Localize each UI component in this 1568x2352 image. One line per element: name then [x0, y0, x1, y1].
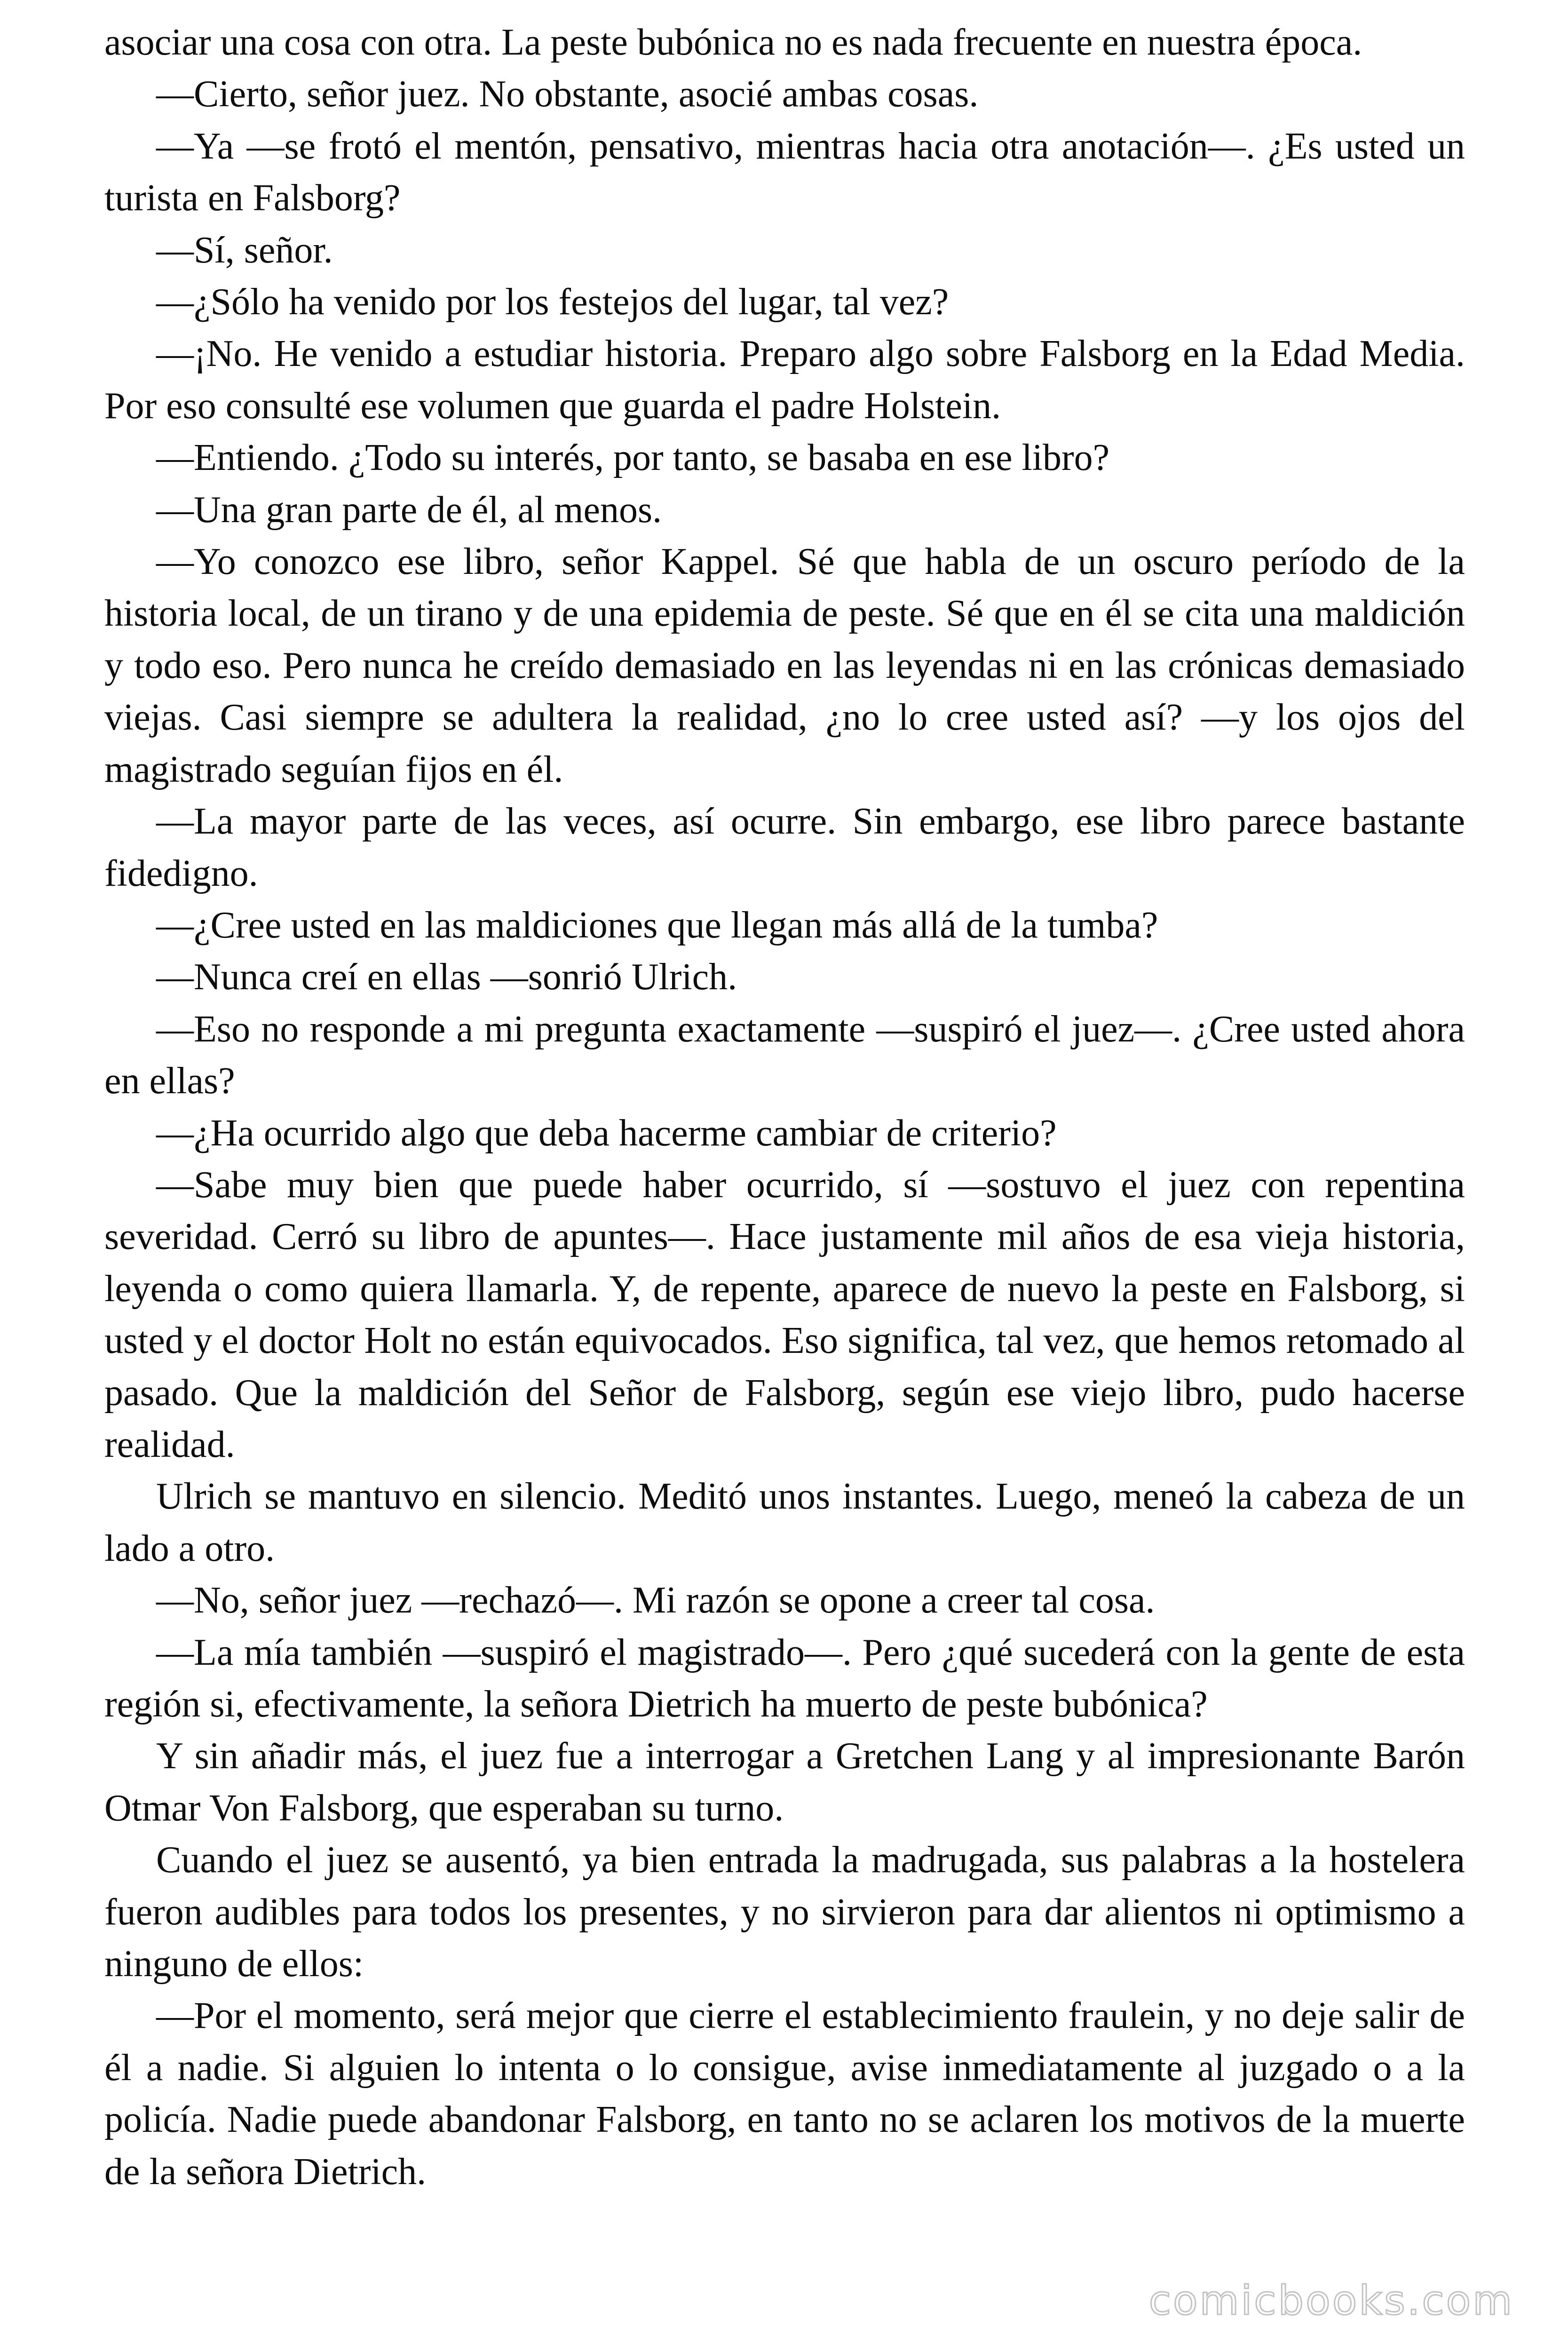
paragraph: —La mayor parte de las veces, así ocurre. Sin embargo, ese libro parece bastante fidedigno.: [104, 801, 1465, 894]
paragraph: —Entiendo. ¿Todo su interés, por tanto, se basaba en ese libro?: [156, 437, 1110, 479]
page-body-text: [104, 16, 1465, 2198]
paragraph: —Nunca creí en ellas —sonrió Ulrich.: [156, 956, 737, 998]
paragraph: —¿Cree usted en las maldiciones que llegan más allá de la tumba?: [156, 904, 1158, 946]
paragraph: —Sí, señor.: [156, 229, 333, 271]
paragraph: —Por el momento, será mejor que cierre el establecimiento fraulein, y no deje salir de él a nadie. Si alguien lo intenta o lo consigue, avise inmediatamente al juzgado o a la policía. Nadie puede abandonar Falsborg, en tanto no se aclaren los motivos de la muerte de la señora Dietrich.: [104, 1995, 1465, 2193]
paragraph: Y sin añadir más, el juez fue a interrogar a Gretchen Lang y al impresionante Barón Otmar Von Falsborg, que esperaban su turno.: [104, 1735, 1465, 1829]
paragraph: asociar una cosa con otra. La peste bubónica no es nada frecuente en nuestra época.: [104, 22, 1362, 63]
paragraph: —Ya —se frotó el mentón, pensativo, mientras hacia otra anotación—. ¿Es usted un turista en Falsborg?: [104, 125, 1465, 219]
paragraph: —La mía también —suspiró el magistrado—. Pero ¿qué sucederá con la gente de esta región si, efectivamente, la señora Dietrich ha muerto de peste bubónica?: [104, 1631, 1465, 1725]
paragraph: —Eso no responde a mi pregunta exactamente —suspiró el juez—. ¿Cree usted ahora en ellas?: [104, 1008, 1465, 1102]
paragraph: —Yo conozco ese libro, señor Kappel. Sé que habla de un oscuro período de la historia local, de un tirano y de una epidemia de peste. Sé que en él se cita una maldición y todo eso. Pero nunca he creído demasiado en las leyendas ni en las crónicas demasiado viejas. Casi siempre se adultera la realidad, ¿no lo cree usted así? —y los ojos del magistrado seguían fijos en él.: [104, 541, 1465, 790]
paragraph: Cuando el juez se ausentó, ya bien entrada la madrugada, sus palabras a la hostelera fueron audibles para todos los presentes, y no sirvieron para dar alientos ni optimismo a ninguno de ellos:: [104, 1839, 1465, 1985]
paragraph: —No, señor juez —rechazó—. Mi razón se opone a creer tal cosa.: [156, 1580, 1155, 1621]
paragraph: Ulrich se mantuvo en silencio. Meditó unos instantes. Luego, meneó la cabeza de un lado a otro.: [104, 1476, 1465, 1569]
watermark-logo: comicbooks.com: [1148, 2277, 1514, 2324]
paragraph: —Sabe muy bien que puede haber ocurrido, sí —sostuvo el juez con repentina severidad. Cerró su libro de apuntes—. Hace justamente mil años de esa vieja historia, leyenda o como quiera llamarla. Y, de repente, aparece de nuevo la peste en Falsborg, si usted y el doctor Holt no están equivocados. Eso significa, tal vez, que hemos retomado al pasado. Que la maldición del Señor de Falsborg, según ese viejo libro, pudo hacerse realidad.: [104, 1164, 1465, 1465]
paragraph: —Una gran parte de él, al menos.: [156, 489, 662, 531]
paragraph: —¿Sólo ha venido por los festejos del lugar, tal vez?: [156, 281, 949, 323]
paragraph: —¡No. He venido a estudiar historia. Preparo algo sobre Falsborg en la Edad Media. Por eso consulté ese volumen que guarda el padre Holstein.: [104, 333, 1465, 427]
paragraph: —Cierto, señor juez. No obstante, asocié ambas cosas.: [156, 73, 979, 115]
paragraph: —¿Ha ocurrido algo que deba hacerme cambiar de criterio?: [156, 1112, 1057, 1154]
